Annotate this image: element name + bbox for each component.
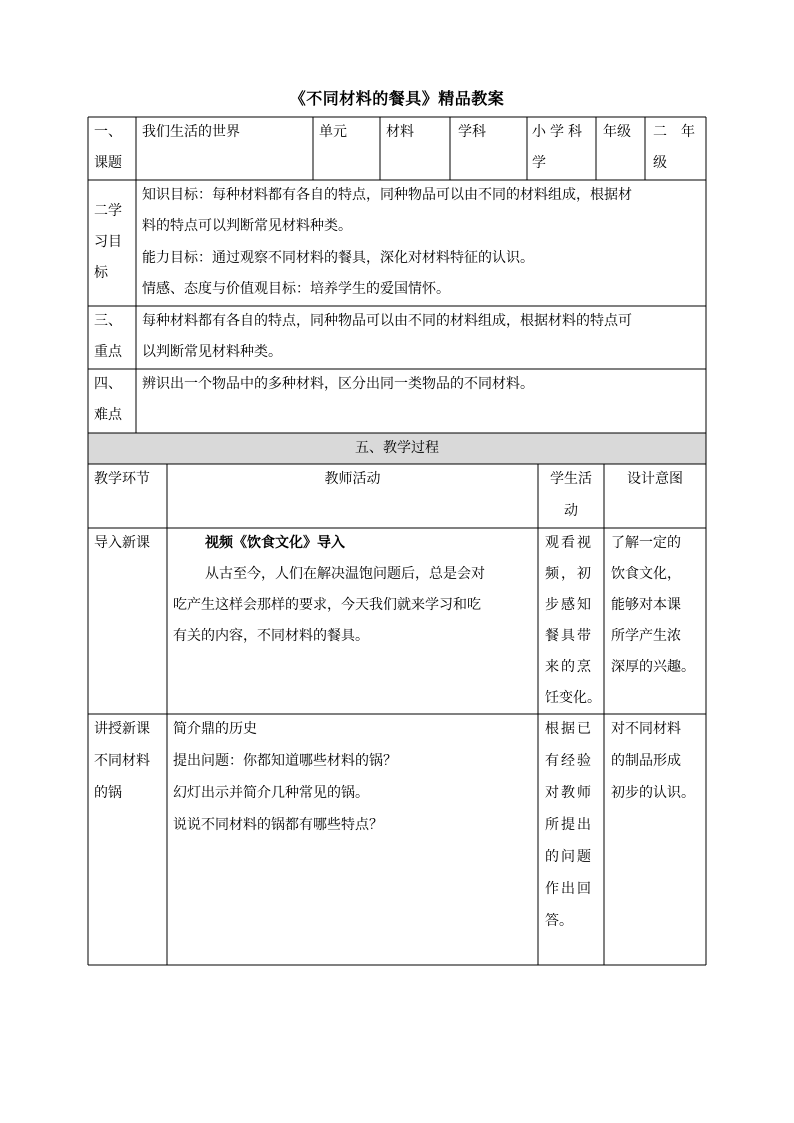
row2-design-line2: 的制品形成 <box>611 753 681 769</box>
row1-teacher-line1: 从古至今，人们在解决温饱问题后，总是会对 <box>205 566 485 582</box>
row1-design-line3: 能够对本课 <box>611 597 681 613</box>
header-student-activity-line1: 学生活 <box>550 471 592 487</box>
row2-teacher-line3: 幻灯出示并简介几种常见的锅。 <box>173 785 369 801</box>
row1-design-line1: 了解一定的 <box>611 535 681 551</box>
row2-student-line6: 作出回 <box>545 881 593 897</box>
process-section-title: 五、教学过程 <box>355 440 439 456</box>
topic-label-line1: 一、 <box>94 124 122 140</box>
grade-value-line1: 二 年 <box>653 124 695 140</box>
row1-student-line3: 步感知 <box>545 597 593 613</box>
row1-teacher-line2: 吃产生这样会那样的要求，今天我们就来学习和吃 <box>173 597 481 613</box>
row2-teacher-line4: 说说不同材料的锅都有哪些特点？ <box>173 817 383 833</box>
topic-label-line2: 课题 <box>94 155 122 171</box>
key-points-label-line2: 重点 <box>94 344 122 360</box>
difficulties-text-line1: 辨识出一个物品中的多种材料，区分出同一类物品的不同材料。 <box>142 376 534 392</box>
row1-student-line1: 观看视 <box>545 535 593 551</box>
row2-student-line1: 根据已 <box>545 721 593 737</box>
header-teacher-activity: 教师活动 <box>324 471 381 487</box>
key-points-text-line1: 每种材料都有各自的特点，同种物品可以由不同的材料组成，根据材料的特点可 <box>142 313 632 329</box>
goals-text-line1: 知识目标：每种材料都有各自的特点，同种物品可以由不同的材料组成，根据材 <box>142 187 632 203</box>
header-teaching-link: 教学环节 <box>94 471 150 487</box>
row2-student-line5: 的问题 <box>545 849 593 865</box>
header-student-activity-line2: 动 <box>564 503 578 519</box>
page-title: 《不同材料的餐具》精品教案 <box>289 89 505 108</box>
goals-label-line3: 标 <box>94 265 108 281</box>
row2-link-line2: 不同材料 <box>94 753 150 769</box>
row1-design-line4: 所学产生浓 <box>611 628 681 644</box>
unit-label: 单元 <box>319 124 347 140</box>
row1-student-line2: 频，初 <box>545 566 593 582</box>
grade-label: 年级 <box>603 124 631 140</box>
row2-teacher-line1: 简介鼎的历史 <box>173 721 257 737</box>
row2-design-line1: 对不同材料 <box>611 721 681 737</box>
subject-value-line1: 小学科 <box>532 124 586 140</box>
row1-teacher-heading: 视频《饮食文化》导入 <box>205 535 345 551</box>
row1-link: 导入新课 <box>94 535 150 551</box>
row1-design-line5: 深厚的兴趣。 <box>611 659 695 675</box>
row2-link-line1: 讲授新课 <box>94 721 150 737</box>
subject-label: 学科 <box>458 124 486 140</box>
row2-student-line3: 对教师 <box>545 785 593 801</box>
row2-teacher-line2: 提出问题：你都知道哪些材料的锅？ <box>173 753 397 769</box>
difficulties-label-line1: 四、 <box>94 376 122 392</box>
row1-teacher-line3: 有关的内容，不同材料的餐具。 <box>173 628 369 644</box>
row1-student-line4: 餐具带 <box>545 628 593 644</box>
grade-value-line2: 级 <box>653 155 667 171</box>
goals-text-line4: 情感、态度与价值观目标：培养学生的爱国情怀。 <box>142 281 450 297</box>
goals-text-line2: 料的特点可以判断常见材料种类。 <box>142 218 352 234</box>
row1-design-line2: 饮食文化， <box>611 566 681 582</box>
subject-value-line2: 学 <box>532 155 546 171</box>
key-points-label-line1: 三、 <box>94 313 122 329</box>
row2-student-line4: 所提出 <box>545 817 593 833</box>
goals-label-line1: 二学 <box>94 203 122 219</box>
goals-label-line2: 习目 <box>94 234 122 250</box>
row2-student-line7: 答。 <box>545 913 573 929</box>
topic-value: 我们生活的世界 <box>142 124 240 140</box>
row1-student-line5: 来的烹 <box>545 659 593 675</box>
key-points-text-line2: 以判断常见材料种类。 <box>142 344 282 360</box>
goals-text-line3: 能力目标：通过观察不同材料的餐具，深化对材料特征的认识。 <box>142 250 534 266</box>
unit-value: 材料 <box>386 124 414 140</box>
row2-design-line3: 初步的认识。 <box>611 785 695 801</box>
difficulties-label-line2: 难点 <box>94 407 122 423</box>
header-design-intent: 设计意图 <box>627 471 683 487</box>
row2-link-line3: 的锅 <box>94 785 122 801</box>
row2-student-line2: 有经验 <box>545 753 593 769</box>
row1-student-line6: 饪变化。 <box>545 690 601 706</box>
